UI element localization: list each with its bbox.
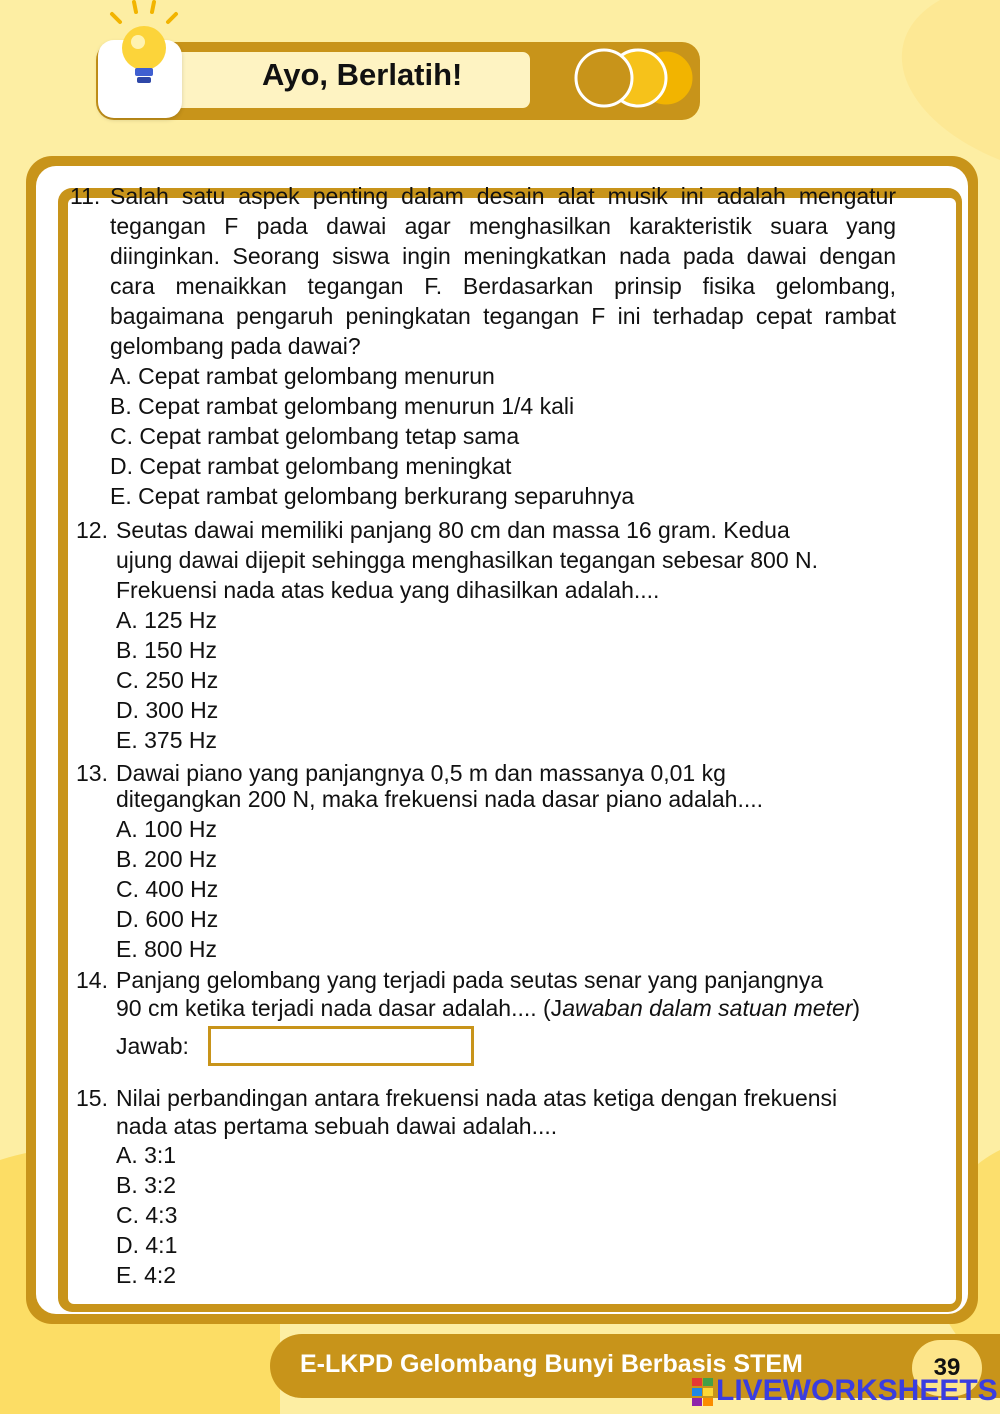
- question-text-line: Dawai piano yang panjangnya 0,5 m dan massanya 0,01 kg: [116, 760, 726, 786]
- question-11: [70, 181, 896, 511]
- question-number: 11.: [70, 183, 101, 209]
- option-e[interactable]: E. Cepat rambat gelombang berkurang separuhnya: [110, 483, 635, 509]
- option-d[interactable]: D. 4:1: [116, 1232, 178, 1258]
- question-text-line: nada atas pertama sebuah dawai adalah....: [116, 1113, 558, 1139]
- option-e[interactable]: E. 4:2: [116, 1262, 177, 1288]
- footer-title: E-LKPD Gelombang Bunyi Berbasis STEM: [300, 1350, 803, 1378]
- option-a[interactable]: A. 3:1: [116, 1142, 177, 1168]
- option-a[interactable]: A. Cepat rambat gelombang menurun: [110, 363, 495, 389]
- question-number: 15.: [76, 1085, 108, 1111]
- question-number: 14.: [76, 967, 108, 993]
- option-d[interactable]: D. 300 Hz: [116, 697, 219, 723]
- option-b[interactable]: B. 150 Hz: [116, 637, 217, 663]
- option-e[interactable]: E. 375 Hz: [116, 727, 217, 753]
- question-text-line: Frekuensi nada atas kedua yang dihasilkan adalah....: [116, 577, 660, 603]
- option-c[interactable]: C. 250 Hz: [116, 667, 219, 693]
- lightbulb-icon: [104, 0, 184, 100]
- question-text-line: Seutas dawai memiliki panjang 80 cm dan massa 16 gram. Kedua: [116, 517, 790, 543]
- question-text-line: ditegangkan 200 N, maka frekuensi nada dasar piano adalah....: [116, 786, 763, 812]
- question-text-prefix: 90 cm ketika terjadi nada dasar adalah.... (J: [116, 995, 563, 1021]
- option-c[interactable]: C. 400 Hz: [116, 876, 219, 902]
- question-12: [76, 515, 916, 755]
- option-a[interactable]: A. 100 Hz: [116, 816, 217, 842]
- option-a[interactable]: A. 125 Hz: [116, 607, 217, 633]
- option-c[interactable]: C. Cepat rambat gelombang tetap sama: [110, 423, 520, 449]
- question-number: 12.: [76, 517, 108, 543]
- question-13-options: [116, 814, 416, 964]
- question-14: [76, 966, 936, 1022]
- question-15-options: [116, 1140, 416, 1290]
- question-text-line: [116, 994, 936, 1022]
- liveworksheets-logo-icon: [692, 1378, 714, 1406]
- option-d[interactable]: D. 600 Hz: [116, 906, 219, 932]
- option-b[interactable]: B. Cepat rambat gelombang menurun 1/4 kali: [110, 393, 575, 419]
- question-text: Salah satu aspek penting dalam desain alat musik ini adalah mengatur tegangan F pada dawai agar menghasilkan karakteristik suara yang diinginkan. Seorang siswa ingin meningkatkan nada pada dawai dengan cara menaikkan tegangan F. Berdasarkan prinsip fisika gelombang, bagaimana pengaruh peningkatan tegangan F ini terhadap cepat rambat gelombang pada dawai?: [110, 183, 896, 359]
- option-b[interactable]: B. 200 Hz: [116, 846, 217, 872]
- question-text-line: Panjang gelombang yang terjadi pada seutas senar yang panjangnya: [116, 967, 824, 993]
- page-number: 39: [912, 1340, 982, 1396]
- question-13: [76, 760, 916, 812]
- page-title: Ayo, Berlatih!: [262, 57, 463, 92]
- answer-input[interactable]: [208, 1026, 474, 1066]
- question-15: [76, 1084, 936, 1140]
- option-e[interactable]: E. 800 Hz: [116, 936, 217, 962]
- answer-label: Jawab:: [116, 1033, 189, 1059]
- question-text-line: Nilai perbandingan antara frekuensi nada atas ketiga dengan frekuensi: [116, 1085, 838, 1111]
- question-text-italic: awaban dalam satuan meter: [562, 995, 853, 1021]
- question-number: 13.: [76, 760, 108, 786]
- decorative-circles: [568, 46, 698, 110]
- liveworksheets-watermark: LIVEWORKSHEETS: [716, 1374, 998, 1407]
- question-text-line: ujung dawai dijepit sehingga menghasilkan tegangan sebesar 800 N.: [116, 547, 818, 573]
- option-b[interactable]: B. 3:2: [116, 1172, 177, 1198]
- option-c[interactable]: C. 4:3: [116, 1202, 178, 1228]
- option-d[interactable]: D. Cepat rambat gelombang meningkat: [110, 453, 512, 479]
- question-text-suffix: ): [852, 995, 861, 1021]
